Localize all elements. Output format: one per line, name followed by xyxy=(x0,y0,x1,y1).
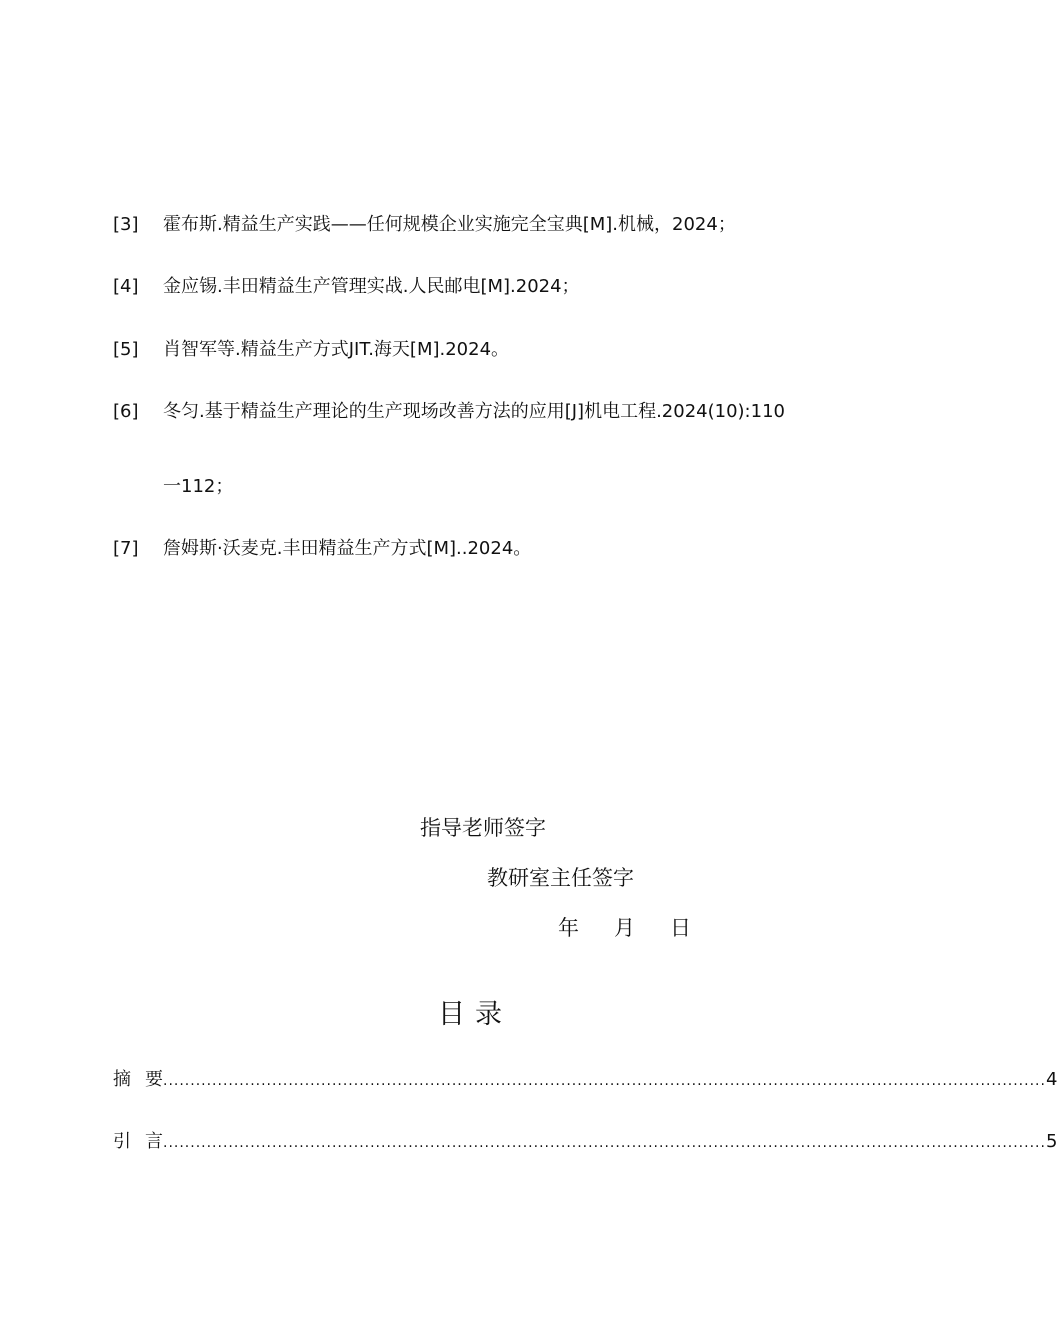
toc-entry-label: 引言 xyxy=(113,1131,177,1152)
advisor-signature-label: 指导老师签字 xyxy=(420,816,546,840)
toc-leader-dots: .................................................................................................................................................................. xyxy=(163,1073,1046,1089)
director-signature-label: 教研室主任签字 xyxy=(487,866,634,890)
date-month-label: 月 xyxy=(614,916,635,940)
date-year-label: 年 xyxy=(558,916,579,940)
toc-entry[interactable] xyxy=(113,1068,1057,1092)
reference-continuation: 一112； xyxy=(163,476,234,497)
reference-text: 霍布斯.精益生产实践——任何规模企业实施完全宝典[M].机械，2024； xyxy=(163,214,736,235)
reference-text: 肖智军等.精益生产方式JIT.海天[M].2024。 xyxy=(163,339,510,360)
date-day-label: 日 xyxy=(670,916,691,940)
reference-number: [3] xyxy=(113,214,139,235)
reference-text: 詹姆斯·沃麦克.丰田精益生产方式[M]..2024。 xyxy=(163,538,532,559)
toc-entry-page: 5 xyxy=(1045,1131,1057,1152)
reference-number: [4] xyxy=(113,276,139,297)
reference-number: [5] xyxy=(113,339,139,360)
toc-entry-label: 摘要 xyxy=(113,1069,177,1090)
toc-entry[interactable] xyxy=(113,1130,1057,1154)
toc-entry-page: 4 xyxy=(1045,1069,1057,1090)
toc-leader-dots: .................................................................................................................................................................. xyxy=(163,1135,1046,1151)
toc-title: 目录 xyxy=(438,999,512,1030)
reference-text: 金应锡.丰田精益生产管理实战.人民邮电[M].2024； xyxy=(163,276,580,297)
reference-number: [6] xyxy=(113,401,139,422)
reference-number: [7] xyxy=(113,538,139,559)
reference-text: 冬匀.基于精益生产理论的生产现场改善方法的应用[J]机电工程.2024(10):110 xyxy=(163,401,785,422)
